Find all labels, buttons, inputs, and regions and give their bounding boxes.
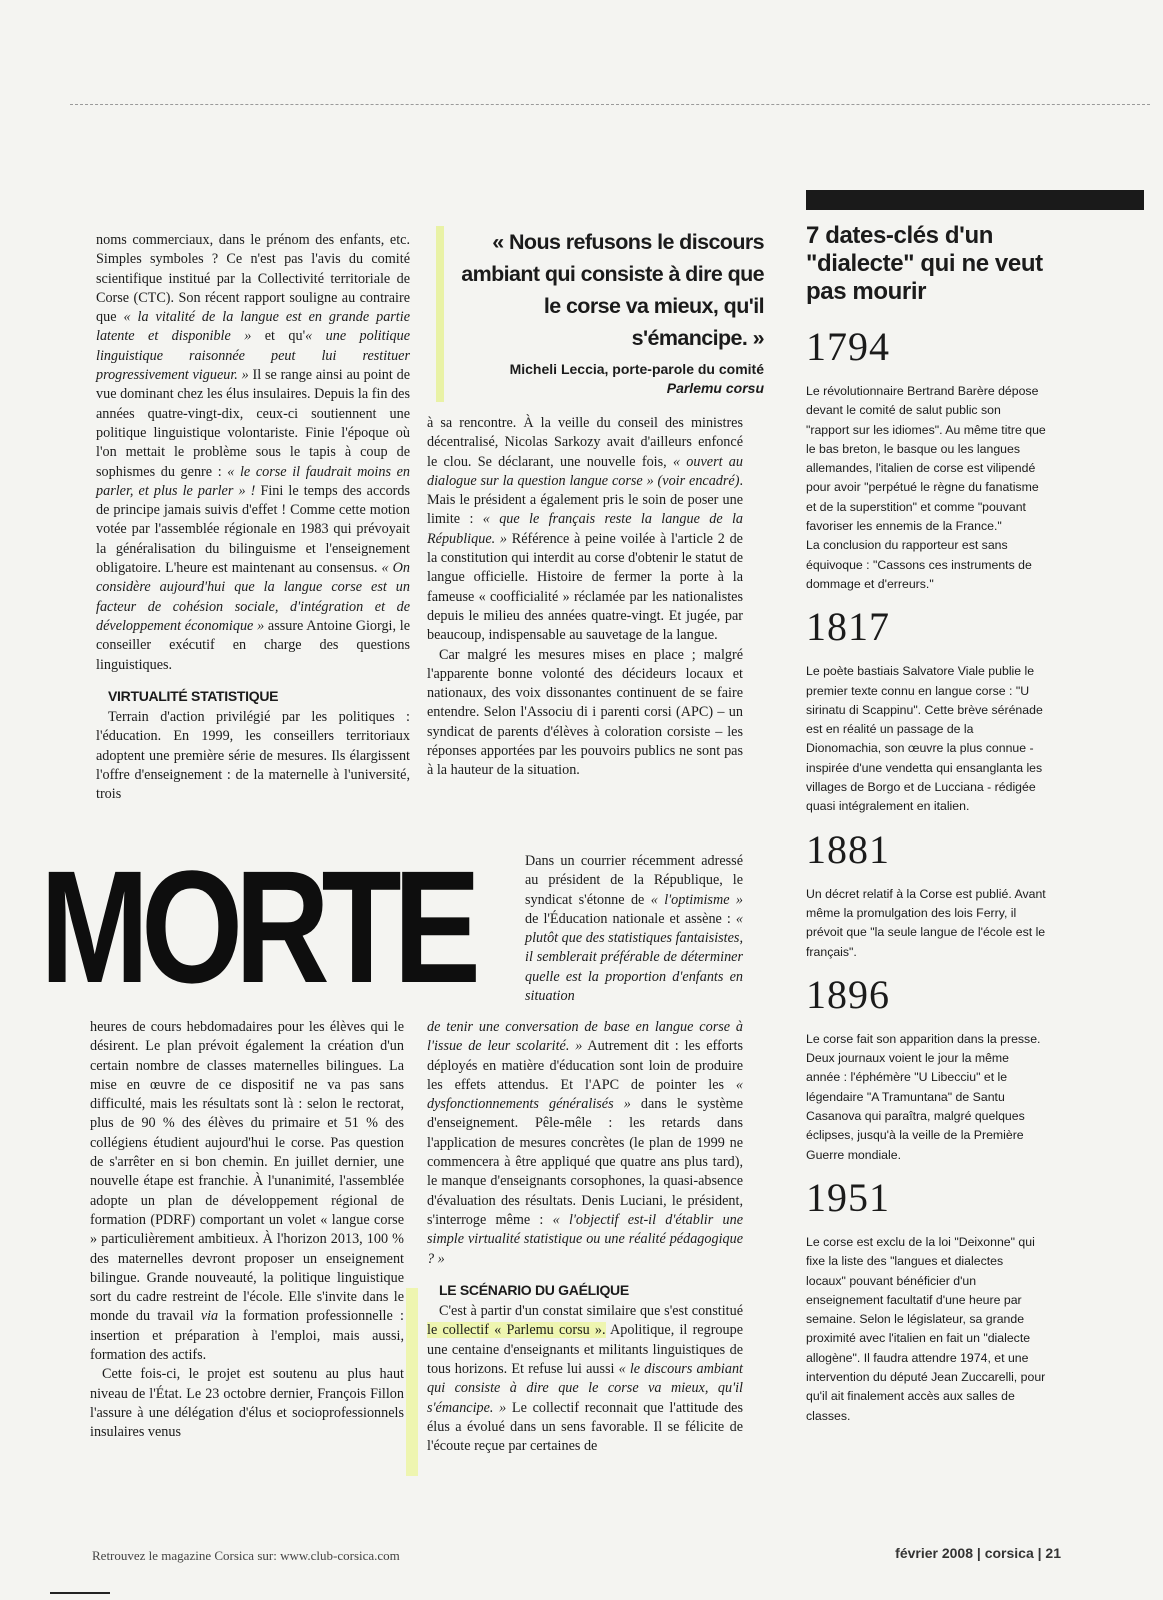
margin-highlight (406, 1288, 418, 1476)
col2-paragraph-1: à sa rencontre. À la veille du conseil des ministres décentralisé, Nicolas Sarkozy avait d'ailleurs enfoncé le clou. Se déclarant, une nouvelle fois, « ouvert au dialogue sur la question langue corse » (voir encadré). Mais le président a également pris le soin de poser une limite : « que le français reste la langue de la République. » Référence à peine voilée à l'article 2 de la constitution qui interdit au corse d'obtenir le statut de langue officielle. Histoire de fermer la porte à la fameuse « coofficialité » réclamée par les nationalistes depuis le milieu des années quatre-vingt. Et jugée, par beaucoup, indispensable au sauvetage de la langue. (427, 415, 743, 644)
timeline-text: Le révolutionnaire Bertrand Barère dépose devant le comité de salut public son "rapport sur les idiomes". Au même titre que le bas breton, le basque ou les langues allemandes, l'italien de corse est vilipendé pour avoir "perpétué le règne du fanatisme et de la superstition" et comme "pouvant favoriser les ennemis de la France." (806, 384, 1046, 534)
subheading-gaelique: LE SCÉNARIO DU GAÉLIQUE (439, 1281, 629, 1298)
pull-quote-text: « Nous refusons le discours ambiant qui consiste à dire que le corse va mieux, qu'il s'émancipe. » (461, 230, 764, 350)
timeline-year: 1817 (806, 604, 890, 650)
timeline-entry (806, 827, 1046, 962)
timeline-year: 1794 (806, 324, 890, 369)
pull-quote-org: Parlemu corsu (666, 380, 764, 396)
subheading-virtualite: VIRTUALITÉ STATISTIQUE (108, 687, 279, 704)
col2-paragraph-2: Car malgré les mesures mises en place ; malgré l'apparente bonne volonté des décideurs locaux et nationaux, des voix dissonantes continuent de se faire entendre. Selon l'Associu di i parenti corsi (APC) – un syndicat de parents d'élèves à coloration corsiste – les réponses apportées par les pouvoirs publics ne sont pas à la hauteur de la situation. (427, 646, 743, 779)
headline-morte: MORTE (40, 837, 473, 1016)
col1-paragraph-2: Terrain d'action privilégié par les politiques : l'éducation. En 1999, les conseillers territoriaux adoptent une première série de mesures. Ils élargissent l'offre d'enseignement : de la maternelle à l'université, trois (96, 709, 410, 803)
sidebar-title: 7 dates-clés d'un "dialecte" qui ne veut pas mourir (806, 222, 1043, 305)
highlighted-collectif: le collectif « Parlemu corsu ». (427, 1322, 606, 1339)
timeline-entry (806, 1175, 1046, 1426)
timeline-entry (806, 324, 1046, 594)
sidebar-top-bar (806, 190, 1144, 210)
sidebar-dates (806, 222, 1046, 1426)
timeline-text: Un décret relatif à la Corse est publié. Avant même la promulgation des lois Ferry, il prévoit que "la seule langue de l'école est le français". (806, 886, 1046, 959)
timeline-year: 1896 (806, 971, 890, 1017)
timeline-entry (806, 604, 1046, 816)
col2-paragraph-5: C'est à partir d'un constat similaire que s'est constitué le collectif « Parlemu corsu ». Apolitique, il regroupe une centaine d'enseignants et militants linguistiques de tous horizons. Et refuse lui aussi « le discours ambiant qui consiste à dire que le corse va mieux, qu'il s'émancipe. » Le collectif reconnait que l'attitude des élus a évolué dans un sens favorable. Il se félicite de l'écoute reçue par certaines de (427, 1303, 743, 1455)
timeline-text: Le poète bastiais Salvatore Viale publie le premier texte connu en langue corse : "U sirinatu di Scappinu". Cette brève sérénade est en réalité un passage de la Dionomachia, son œuvre la plus connue - inspirée d'une vendetta qui ensanglanta les villages de Borgo et de Lucciana - rédigée quasi intégralement en italien. (806, 664, 1043, 814)
column-2-middle (525, 852, 743, 1006)
footer-folio: février 2008 | corsica | 21 (895, 1545, 1061, 1561)
pull-quote (440, 226, 764, 398)
page-edge-mark (50, 1592, 110, 1594)
timeline-year: 1881 (806, 826, 890, 872)
col1-paragraph-4: Cette fois-ci, le projet est soutenu au plus haut niveau de l'État. Le 23 octobre dernier, François Fillon l'assure à une délégation d'élus et socioprofessionnels insulaires venus (90, 1366, 404, 1441)
timeline-text: Le corse est exclu de la loi "Deixonne" qui fixe la liste des "langues et dialectes locaux" pouvant bénéficier d'un enseignement facultatif d'une heure par semaine. Selon le législateur, sa grande proximité avec l'italien en fait un "dialecte allogène". Il faudra attendre 1974, et une intervention du député Jean Zuccarelli, pour qu'il ait finalement accès aux salles de classes. (806, 1234, 1046, 1423)
pull-quote-author: Micheli Leccia, porte-parole du comité Parlemu corsu (440, 360, 764, 398)
col2-paragraph-4: de tenir une conversation de base en langue corse à l'issue de leur scolarité. » Autrement dit : les efforts déployés en matière d'éducation sont loin de produire les effets attendus. Et l'APC de pointer les « dysfonctionnements généralisés » dans le système d'enseignement. Pêle-mêle : les retards dans l'application de mesures concrètes (le plan de 1999 ne commencera à être appliqué que quatre ans plus tard), le manque d'enseignants corsophones, la quasi-absence d'évaluation des résultats. Denis Luciani, le président, s'interroge même : « l'objectif est-il d'établir une simple virtualité statistique ou une réalité pédagogique ? » (427, 1019, 744, 1267)
col2-paragraph-3: Dans un courrier récemment adressé au président de la République, le syndicat s'étonne de « l'optimisme » de l'Éducation nationale et assène : « plutôt que des statistiques fantaisistes, il semblerait préférable de déterminer quelle est la proportion d'enfants en situation (525, 853, 743, 1005)
timeline-text: Le corse fait son apparition dans la presse. Deux journaux voient le jour la même année : l'éphémère "U Libecciu" et le légendaire "A Tramuntana" de Santu Casanova qui paraîtra, malgré quelques éclipses, jusqu'à la veille de la Première Guerre mondiale. (806, 1031, 1041, 1162)
timeline-entry (806, 972, 1046, 1165)
timeline-text-2: La conclusion du rapporteur est sans équivoque : "Cassons ces instruments de dommage et d'erreurs." (806, 538, 1032, 591)
top-rule (70, 104, 1150, 105)
column-2-top (427, 414, 743, 781)
timeline-year: 1951 (806, 1174, 890, 1220)
col1-paragraph-3: heures de cours hebdomadaires pour les élèves qui le désirent. Le plan prévoit également la création d'un certain nombre de classes maternelles bilingues. La mise en œuvre de ce dispositif ne va pas sans difficulté, mais les résultats sont là : selon le rectorat, plus de 90 % des élèves du primaire et 51 % des collégiens étudient aujourd'hui le corse. Pas question de s'arrêter en si bon chemin. En juillet dernier, une nouvelle étape est franchie. À l'unanimité, l'assemblée adopte un plan de développement régional de formation (PDRF) comportant un volet « langue corse » particulièrement ambitieux. À l'horizon 2013, 100 % des maternelles devront proposer un enseignement bilingue. Grande nouveauté, la politique linguistique sort du cadre restreint de l'école. Elle s'invite dans le monde du travail via la formation professionnelle : insertion et préparation à l'emploi, mais aussi, formation des actifs. (90, 1019, 404, 1364)
column-2-bottom (427, 1018, 743, 1457)
column-1-top (96, 231, 410, 805)
col1-paragraph-1: noms commerciaux, dans le prénom des enfants, etc. Simples symboles ? Ce n'est pas l'avis du comité scientifique institué par la Collectivité territoriale de Corse (CTC). Son récent rapport souligne au contraire que « la vitalité de la langue est en grande partie latente et disponible » et qu'« une politique linguistique raisonnée peut lui restituer progressivement vigueur. » Il se range ainsi au point de vue dominant chez les élus insulaires. Depuis la fin des années quatre-vingt-dix, ceux-ci soutiennent une politique linguistique volontariste. Finie l'époque où l'on mettait le problème sous le tapis à coup de sophismes du genre : « le corse il faudrait moins en parler, et plus le parler » ! Fini le temps des accords de principe jamais suivis d'effet ! Comme cette motion votée par l'assemblée régionale en 1983 qui prévoyait la généralisation du bilinguisme et l'enseignement obligatoire. L'heure est maintenant au consensus. « On considère aujourd'hui que la langue corse est un facteur de cohésion sociale, d'intégration et de développement économique » assure Antoine Giorgi, le conseiller exécutif en charge des questions linguistiques. (96, 232, 411, 673)
column-1-bottom (90, 1018, 404, 1443)
footer-website: Retrouvez le magazine Corsica sur: www.club-corsica.com (92, 1548, 400, 1563)
